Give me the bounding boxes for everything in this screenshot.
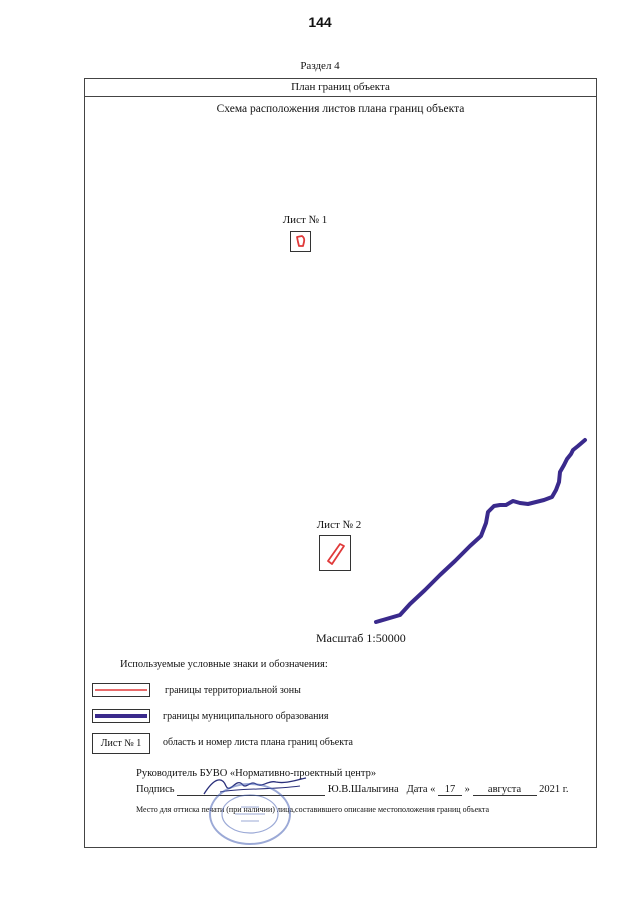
legend-title: Используемые условные знаки и обозначения:	[120, 659, 328, 670]
signature-label: Подпись	[136, 784, 175, 795]
legend-zone-text: границы территориальной зоны	[165, 685, 301, 696]
legend-sheet-text: область и номер листа плана границ объекта	[163, 737, 353, 748]
frame-title: План границ объекта	[85, 79, 596, 97]
date-month: августа	[473, 784, 537, 796]
legend-municipal-text: границы муниципального образования	[163, 711, 329, 722]
sheet-2-parcel-outline	[320, 536, 350, 570]
sheet-2-box[interactable]	[319, 535, 351, 571]
legend-zone-symbol	[92, 683, 150, 697]
sheet-1-label: Лист № 1	[282, 214, 328, 226]
date-mid: »	[464, 784, 470, 795]
scheme-title: Схема расположения листов плана границ объекта	[216, 103, 465, 115]
date-year: 2021 г.	[539, 784, 569, 795]
scale-text: Масштаб 1:50000	[316, 631, 406, 645]
date-label: Дата «	[406, 784, 436, 795]
signer-name: Ю.В.Шалыгина	[327, 784, 399, 795]
municipal-boundary-line	[376, 440, 585, 622]
sheet-2-label: Лист № 2	[316, 519, 362, 531]
stamp-place-note: Место для оттиска печати (при наличии) лица,составившего описание местоположения границ объекта	[136, 805, 490, 814]
date-day: 17	[438, 784, 462, 796]
legend-municipal-symbol	[92, 709, 150, 723]
stamp-seal	[205, 780, 295, 848]
sheet-1-parcel-outline	[291, 232, 310, 251]
page-number: 144	[308, 14, 332, 30]
legend-sheet-box: Лист № 1	[92, 733, 150, 754]
head-line: Руководитель БУВО «Нормативно-проектный центр»	[136, 768, 377, 779]
sheet-1-box[interactable]	[290, 231, 311, 252]
section-label: Раздел 4	[300, 60, 340, 72]
